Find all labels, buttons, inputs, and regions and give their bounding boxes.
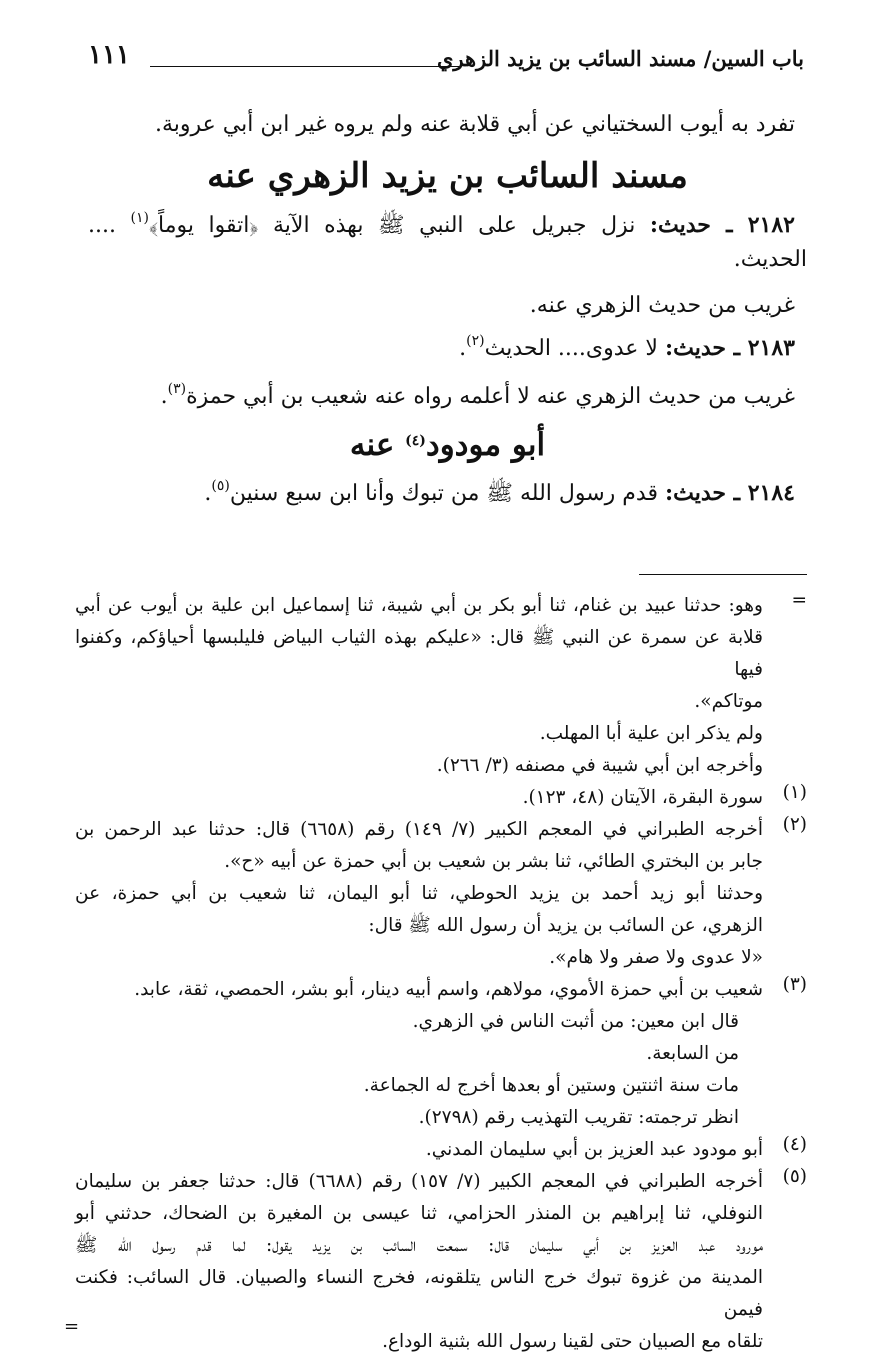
ellipsis: .... [88, 213, 116, 238]
main-text [88, 108, 807, 509]
footnote-ref: (٥) [211, 478, 230, 494]
footnote-separator [639, 574, 807, 575]
page-header [88, 38, 804, 82]
footnote-line: أخرجه الطبراني في المعجم الكبير (٧/ ١٥٧) رقم (٦٦٨٨) قال: حدثنا جعفر بن سليمان [75, 1171, 763, 1192]
footnote-line: أخرجه الطبراني في المعجم الكبير (٧/ ١٤٩) رقم (٦٦٥٨) قال: حدثنا عبد الرحمن بن [75, 819, 763, 840]
hadith-2183 [88, 333, 807, 364]
note-text: غريب من حديث الزهري عنه لا أعلمه رواه عنه شعيب بن أبي حمزة [186, 384, 795, 409]
intro-line: تفرد به أيوب السختياني عن أبي قلابة عنه ولم يروه غير ابن أبي عروبة. [155, 112, 795, 137]
footnote-line: «لا عدوى ولا صفر ولا هام». [549, 947, 763, 968]
hadith-text: قدم رسول الله ﷺ من تبوك وأنا ابن سبع سنين [229, 481, 658, 506]
footnote-line: النوفلي، ثنا إبراهيم بن المنذر الحزامي، ثنا عيسى بن المغيرة بن الضحاك، حدثني أبو [75, 1203, 763, 1224]
footnotes [75, 590, 807, 1358]
footnote-line: مات سنة اثنتين وستين أو بعدها أخرج له الجماعة. [363, 1075, 739, 1096]
footnote-5 [75, 1166, 807, 1358]
footnote-continuation [75, 590, 807, 782]
footnote-line: أبو مودود عبد العزيز بن أبي سليمان المدني. [425, 1139, 763, 1160]
footnote-line: من السابعة. [646, 1043, 739, 1064]
footnote-line: وأخرجه ابن أبي شيبة في مصنفه (٣/ ٢٦٦). [436, 755, 763, 776]
footnote-line: قلابة عن سمرة عن النبي ﷺ قال: «عليكم بهذه الثياب البياض فليلبسها أحياؤكم، وكفنوا فيها [75, 627, 763, 680]
footnote-line: موتاكم». [694, 691, 763, 712]
footnote-3 [75, 974, 807, 1134]
footnote-line: مورود عبد العزيز بن أبي سليمان قال: سمعت السائب بن يزيد يقول: لما قدم رسول الله ﷺ [75, 1235, 763, 1256]
continuation-marker-end: = [64, 1316, 80, 1337]
footnote-4 [75, 1134, 807, 1166]
hadith-number: ٢١٨٢ ـ حديث: [649, 212, 795, 238]
header-rule [150, 66, 459, 67]
footnote-number: (٢) [782, 814, 807, 835]
footnote-line: المدينة من غزوة تبوك خرج الناس يتلقونه، فخرج النساء والصبيان. قال السائب: فكنت فيمن [75, 1267, 763, 1320]
period: . [459, 336, 467, 361]
note-2182: غريب من حديث الزهري عنه. [529, 293, 795, 318]
footnote-line: انظر ترجمته: تقريب التهذيب رقم (٢٧٩٨). [418, 1107, 739, 1128]
hadith-2182-cont: الحديث. [733, 247, 807, 272]
footnote-line: جابر بن البختري الطائي، ثنا بشر بن شعيب بن أبي حمزة عن أبيه «ح». [224, 851, 763, 872]
footnote-line: وهو: حدثنا عبيد بن غنام، ثنا أبو بكر بن أبي شيبة، ثنا إسماعيل ابن علية بن أيوب عن أبي [75, 595, 763, 616]
footnote-line: سورة البقرة، الآيتان (٤٨، ١٢٣). [522, 787, 763, 808]
hadith-text: لا عدوى.... الحديث [484, 336, 658, 361]
hadith-number: ٢١٨٤ ـ حديث: [664, 480, 795, 506]
hadith-number: ٢١٨٣ ـ حديث: [664, 335, 795, 361]
period: . [160, 384, 168, 409]
footnote-line: الزهري، عن السائب بن يزيد أن رسول الله ﷺ قال: [368, 915, 763, 936]
footnote-number: (١) [782, 782, 807, 803]
hadith-2182 [88, 210, 807, 241]
page-number: ١١١ [88, 40, 130, 70]
footnote-line: تلقاه مع الصبيان حتى لقينا رسول الله بثنية الوداع. [382, 1331, 763, 1352]
hadith-2184 [88, 478, 807, 509]
hadith-text: نزل جبريل على النبي ﷺ بهذه الآية ﴿اتقوا يوماً﴾ [149, 213, 636, 238]
period: . [204, 481, 212, 506]
section-title-abu-mawdud [88, 424, 807, 466]
footnote-2 [75, 814, 807, 974]
title-part: أبو مودود [425, 427, 546, 463]
footnote-line: شعيب بن أبي حمزة الأموي، مولاهم، واسم أبيه دينار، أبو بشر، الحمصي، ثقة، عابد. [134, 979, 763, 1000]
note-2183 [88, 382, 807, 412]
title-part: عنه [349, 427, 395, 463]
footnote-1 [75, 782, 807, 814]
footnote-line: وحدثنا أبو زيد أحمد بن يزيد الحوطي، ثنا أبو اليمان، ثنا شعيب بن أبي حمزة، عن [75, 883, 763, 904]
footnote-number: (٣) [782, 974, 807, 995]
footnote-ref: (٢) [466, 333, 485, 349]
footnote-line: ولم يذكر ابن علية أبا المهلب. [539, 723, 763, 744]
running-title: باب السين/ مسند السائب بن يزيد الزهري [436, 46, 804, 71]
footnote-ref: (١) [130, 210, 149, 226]
footnote-ref: (٤) [405, 433, 426, 449]
section-title-saib: مسند السائب بن يزيد الزهري عنه [207, 156, 688, 196]
footnote-line: قال ابن معين: من أثبت الناس في الزهري. [412, 1011, 739, 1032]
footnote-ref: (٣) [167, 381, 187, 397]
footnote-number: (٥) [782, 1166, 807, 1187]
footnote-number: (٤) [782, 1134, 807, 1155]
continuation-marker: = [791, 590, 807, 611]
